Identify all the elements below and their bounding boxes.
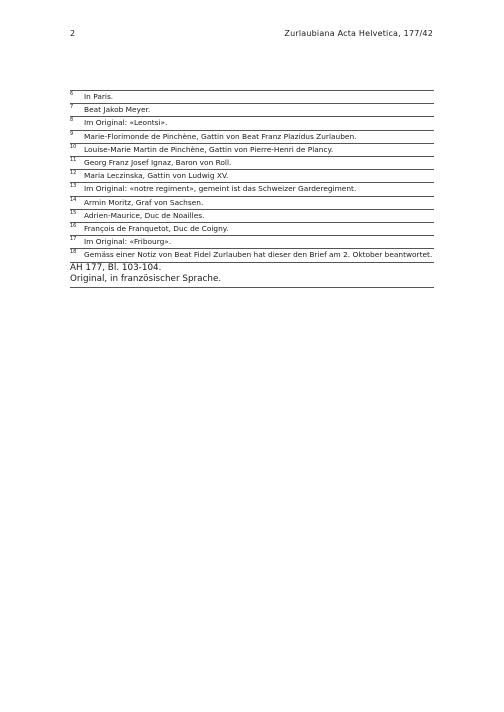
footnote-number: 8 xyxy=(70,117,74,124)
footnote-item xyxy=(70,144,434,157)
footnote-text: Marie-Florimonde de Pinchène, Gattin von Beat Franz Plazidus Zurlauben. xyxy=(84,131,357,141)
footnote-item xyxy=(70,249,434,262)
running-head: Zurlaubiana Acta Helvetica, 177/42 xyxy=(284,29,433,38)
footnote-item xyxy=(70,117,434,130)
footnote-text: Adrien-Maurice, Duc de Noailles. xyxy=(84,210,205,220)
footnote-number: 18 xyxy=(70,249,77,256)
footnote-text: François de Franquetot, Duc de Coigny. xyxy=(84,224,229,234)
footnote-text: Louise-Marie Martin de Pinchène, Gattin von Pierre-Henri de Plancy. xyxy=(84,144,334,154)
footnote-number: 11 xyxy=(70,157,77,164)
footnote-item xyxy=(70,183,434,196)
footnote-number: 13 xyxy=(70,183,77,190)
footnote-number: 7 xyxy=(70,104,74,111)
footnote-text: Beat Jakob Meyer. xyxy=(84,105,151,115)
footnote-item xyxy=(70,91,434,104)
footnote-number: 17 xyxy=(70,236,77,243)
footnote-item xyxy=(70,157,434,170)
footnote-item xyxy=(70,197,434,210)
footnote-text: In Paris. xyxy=(84,92,114,101)
footnote-text: Maria Leczinska, Gattin von Ludwig XV. xyxy=(84,171,229,181)
footnote-item xyxy=(70,236,434,249)
footnote-item xyxy=(70,104,434,117)
footnote-number: 14 xyxy=(70,196,77,203)
footnote-item xyxy=(70,170,434,183)
footnote-number: 9 xyxy=(70,130,74,137)
footnote-number: 16 xyxy=(70,223,77,230)
footnote-item xyxy=(70,210,434,223)
source-note xyxy=(70,263,434,288)
footnote-text: Im Original: «notre regiment», gemeint ist das Schweizer Garderegiment. xyxy=(84,184,357,194)
footnote-text: Im Original: «Leontsi». xyxy=(84,118,168,128)
footnote-number: 15 xyxy=(70,209,77,216)
footnote-item xyxy=(70,223,434,236)
footnote-text: Im Original: «Fribourg». xyxy=(84,237,172,247)
footnote-number: 10 xyxy=(70,143,77,150)
footnote-text: Gemäss einer Notiz von Beat Fidel Zurlauben hat dieser den Brief am 2. Oktober beantwortet. xyxy=(84,250,433,260)
footnote-number: 12 xyxy=(70,170,77,177)
footnote-list xyxy=(70,90,434,263)
source-shelfmark: AH 177, Bl. 103-104. xyxy=(70,263,162,273)
footnote-text: Armin Moritz, Graf von Sachsen. xyxy=(84,197,204,207)
footnote-number: 6 xyxy=(70,91,74,97)
source-language: Original, in französischer Sprache. xyxy=(70,274,222,284)
footnote-item xyxy=(70,131,434,144)
footnote-text: Georg Franz Josef Ignaz, Baron von Roll. xyxy=(84,158,232,168)
page-number: 2 xyxy=(70,29,76,38)
